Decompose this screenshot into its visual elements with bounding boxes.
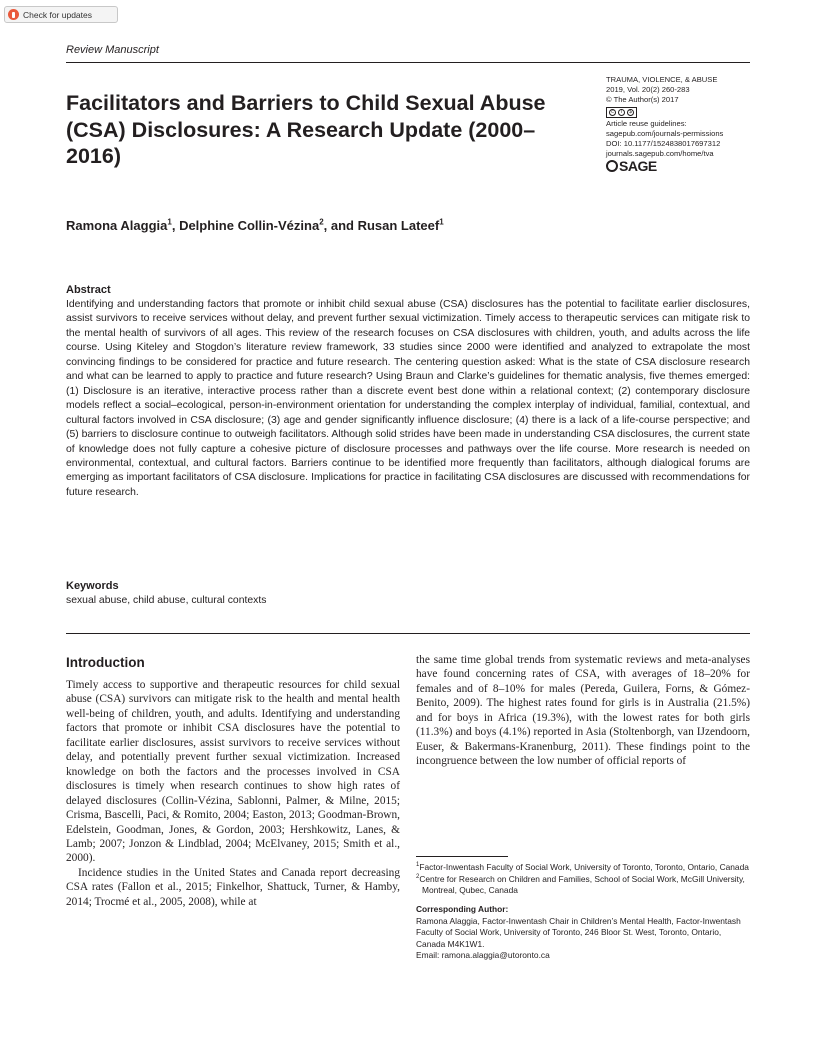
reuse-guidelines-link[interactable]: sagepub.com/journals-permissions bbox=[606, 128, 724, 138]
author-name: Rusan Lateef bbox=[357, 218, 440, 233]
journal-copyright: © The Author(s) 2017 bbox=[606, 95, 679, 105]
footnote: $^2$Centre for Research on Children and Families, School of Social Work, McGill University, Montreal, Qubec, Canada bbox=[416, 873, 745, 895]
check-for-updates-label: Check for updates bbox=[23, 9, 92, 20]
footnote-divider bbox=[416, 856, 508, 857]
author-list: Ramona Alaggia$^1$, Delphine Collin-Vézina$^2$, and Rusan Lateef$^1$ bbox=[66, 217, 444, 233]
journal-homepage-link[interactable]: journals.sagepub.com/home/tva bbox=[606, 149, 714, 159]
author-name: Delphine Collin-Vézina bbox=[179, 218, 320, 233]
journal-volume: 2019, Vol. 20(2) 260-283 bbox=[606, 85, 690, 95]
doi[interactable]: DOI: 10.1177/1524838017697312 bbox=[606, 139, 721, 149]
right-column bbox=[416, 653, 750, 769]
keywords-heading: Keywords bbox=[66, 580, 119, 592]
nc-circle-icon: $ bbox=[627, 109, 634, 116]
check-for-updates-button[interactable] bbox=[4, 6, 118, 23]
left-column bbox=[66, 678, 400, 909]
introduction-heading: Introduction bbox=[66, 655, 145, 670]
journal-name: TRAUMA, VIOLENCE, & ABUSE bbox=[606, 75, 718, 84]
manuscript-type-label: Review Manuscript bbox=[66, 44, 159, 56]
section-divider bbox=[66, 633, 750, 634]
corresponding-author-address: Ramona Alaggia, Factor-Inwentash Chair in Children’s Mental Health, Factor-Inwentash Faculty of Social Work, University of Toronto, 246 Bloor St. West, Toronto, Ontario, Canada M4K1W1. bbox=[416, 916, 741, 949]
article-title: Facilitators and Barriers to Child Sexual Abuse (CSA) Disclosures: A Research Update (2000–2016) bbox=[66, 91, 546, 168]
journal-info bbox=[606, 75, 766, 175]
keywords-text: sexual abuse, child abuse, cultural contexts bbox=[66, 595, 267, 606]
cc-circle-icon: c bbox=[609, 109, 616, 116]
cc-by-nc-icon[interactable] bbox=[606, 107, 637, 118]
sage-mark-icon bbox=[606, 160, 618, 172]
body-paragraph: Timely access to supportive and therapeutic resources for child sexual abuse (CSA) survivors can mitigate risk to the health and mental health well-being of children, youth, and adults. Identifying and understanding factors that promote or inhibit CSA disclosures have the potential to facilitate earlier disclosures, assist survivors to receive services without delay, and potentially prevent further sexual victimization. Increased knowledge on both the factors and the processes involved in CSA disclosures is timely when research continues to show high rates of delayed disclosures (Collin-Vézina, Sablonni, Palmer, & Milne, 2015; Crisma, Bascelli, Paci, & Romito, 2004; Easton, 2013; Goodman-Brown, Edelstein, Goodman, Jones, & Gordon, 2003; Hershkowitz, Lanes, & Lamb; 2007; Jonzon & Lindblad, 2004; McElvaney, 2015; Smith et al., 2000). bbox=[66, 679, 400, 865]
corresponding-author-heading: Corresponding Author: bbox=[416, 904, 509, 914]
body-paragraph: the same time global trends from systematic reviews and meta-analyses have found concerning rates of CSA, with averages of 18–20% for females and of 8–10% for males (Pereda, Guilera, Forns, & Gómez-Benito, 2009). The highest rates found for girls is in Australia (21.5%) and for boys in Africa (19.3%), with the lowest rates for both girls (11.3%) and boys (4.1%) reported in Asia (Stoltenborgh, van IJzendoorn, Euser, & Bakermans-Kranenburg, 2011). These findings point to the incongruence between the low number of official reports of bbox=[416, 654, 750, 768]
footnote: $^1$Factor-Inwentash Faculty of Social Work, University of Toronto, Toronto, Ontario, Canada bbox=[416, 862, 749, 872]
author-affiliation-mark: 1 bbox=[167, 217, 172, 227]
author-affiliation-mark: 1 bbox=[439, 217, 444, 227]
header-divider bbox=[66, 62, 750, 63]
email-link[interactable]: ramona.alaggia@utoronto.ca bbox=[441, 949, 550, 960]
bookmark-update-icon bbox=[8, 9, 19, 20]
by-circle-icon: i bbox=[618, 109, 625, 116]
abstract-text: Identifying and understanding factors that promote or inhibit child sexual abuse (CSA) disclosures has the potential to facilitate earlier disclosures, assist survivors to receive services without delay, and prevent further sexual victimization. Timely access to therapeutic services can mitigate risk to the mental health of survivors of all ages. This review of the research focuses on CSA disclosures with children, youth, and adults across the life course. Using Kiteley and Stogdon’s literature review framework, 33 studies since 2000 were identified and analyzed to extrapolate the most convincing findings to be considered for practice and future research. The centering question asked: What is the state of CSA disclosure research and what can be learned to apply to practice and future research? Using Braun and Clarke’s guidelines for thematic analysis, five themes emerged: (1) Disclosure is an iterative, interactive process rather than a discrete event best done within a relational context; (2) contemporary disclosure models reflect a social–ecological, person-in-environment orientation for understanding the complex interplay of individual, familial, contextual, and cultural factors involved in CSA disclosure; (3) age and gender significantly influence disclosure; (4) there is a lack of a life-course perspective; and (5) barriers to disclosure continue to outweigh facilitators. Although solid strides have been made in understanding CSA disclosures, the current state of knowledge does not fully capture a cohesive picture of disclosure processes and pathways over the life course. More research is needed on environmental, contextual, and cultural factors. Barriers continue to be identified more frequently than facilitators, although dialogical forums are emerging as important facilitators of CSA disclosure. Implications for practice in facilitating CSA disclosures are discussed with recommendations for future research. bbox=[66, 299, 750, 498]
corresponding-author-email-line: Email: ramona.alaggia@utoronto.ca bbox=[416, 949, 550, 960]
affiliation-footnotes bbox=[416, 862, 750, 897]
body-paragraph: Incidence studies in the United States and Canada report decreasing CSA rates (Fallon et al., 2015; Finkelhor, Shattuck, Turner, & Hamby, 2014; Trocmé et al., 2005, 2008), while at bbox=[66, 866, 400, 908]
reuse-guidelines-label: Article reuse guidelines: bbox=[606, 118, 687, 128]
abstract-heading: Abstract bbox=[66, 284, 111, 296]
author-affiliation-mark: 2 bbox=[319, 217, 324, 227]
sage-logo: SAGE bbox=[606, 160, 766, 172]
author-name: Ramona Alaggia bbox=[66, 218, 168, 233]
corresponding-author-details bbox=[416, 916, 750, 961]
